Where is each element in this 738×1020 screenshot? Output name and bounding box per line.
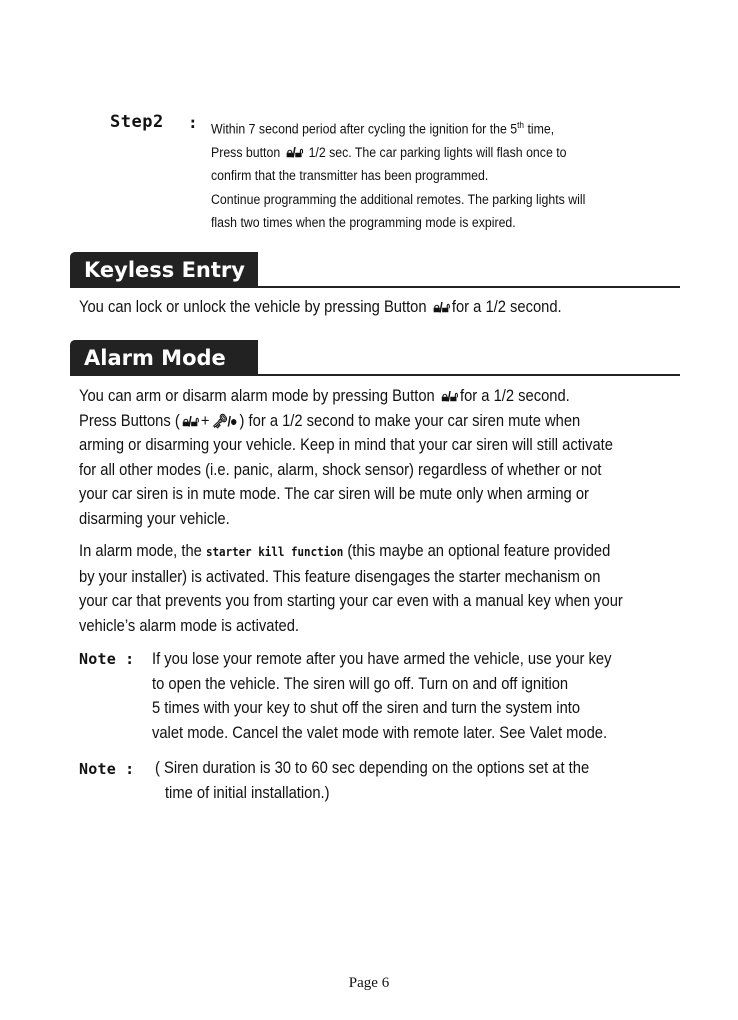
keyless-entry-title: Keyless Entry: [70, 252, 258, 288]
alarm-mode-title: Alarm Mode: [70, 340, 258, 376]
note-1-label: Note :: [79, 650, 135, 668]
step2-colon: :: [188, 113, 198, 132]
section-divider: [70, 374, 680, 376]
lock-unlock-icon: 🔒︎/🔓︎: [182, 412, 199, 429]
step2-line-2: Press button 🔒︎/🔓︎ 1/2 sec. The car parking lights will flash once to: [211, 141, 653, 165]
note-1-text: If you lose your remote after you have armed the vehicle, use your key to open the vehicle. The siren will go off. Turn on and off ignition 5 times with your key to shut off the siren and turn the system into valet mode. Cancel the valet mode with remote later. See Valet mode.: [152, 650, 612, 742]
lock-unlock-icon: 🔒︎/🔓︎: [286, 143, 303, 160]
starter-kill-function-term: starter kill function: [205, 545, 344, 559]
step2-line-4: Continue programming the additional remotes. The parking lights will: [211, 191, 586, 207]
keyless-entry-text: You can lock or unlock the vehicle by pressing Button 🔒︎/🔓︎ for a 1/2 second.: [79, 295, 658, 320]
step2-line-5: flash two times when the programming mode is expired.: [211, 215, 516, 231]
alarm-paragraph-2: In alarm mode, the starter kill function (this maybe an optional feature provided by your installer) is activated. This feature disengages the starter mechanism on your car that prevents you from starting your car even with a manual key when your vehicle’s alarm mode is activated.: [79, 542, 623, 635]
page-number: Page 6: [348, 975, 390, 991]
lock-unlock-icon: 🔒︎/🔓︎: [441, 388, 458, 404]
alarm-mode-header: [70, 340, 680, 376]
lock-unlock-icon: 🔒︎/🔓︎: [433, 299, 450, 315]
step2-text: [211, 114, 653, 235]
note-2-text: ( Siren duration is 30 to 60 sec depending on the options set at the time of initial installation.): [155, 759, 590, 802]
alarm-paragraph-1: You can arm or disarm alarm mode by pressing Button 🔒︎/🔓︎ for a 1/2 second. Press Buttons ( 🔒︎/🔓︎ + 🗝︎/● ) for a 1/2 second to make your car siren mute when arming or disarming your vehicle. Keep in mind that your car siren will still activate for all other modes (i.e. panic, alarm, shock sensor) regardless of whether or not your car siren is in mute mode. The car siren will be mute only when arming or disarming your vehicle.: [79, 384, 658, 531]
key-dot-icon: 🗝︎/●: [212, 412, 237, 429]
step2-line-1: Within 7 second period after cycling the ignition for the 5th time,: [211, 120, 555, 137]
step2-label: Step2: [110, 112, 164, 132]
note-2-label: Note :: [79, 760, 135, 778]
keyless-entry-header: [70, 252, 680, 288]
section-divider: [70, 286, 680, 288]
step2-line-3: confirm that the transmitter has been programmed.: [211, 168, 489, 184]
